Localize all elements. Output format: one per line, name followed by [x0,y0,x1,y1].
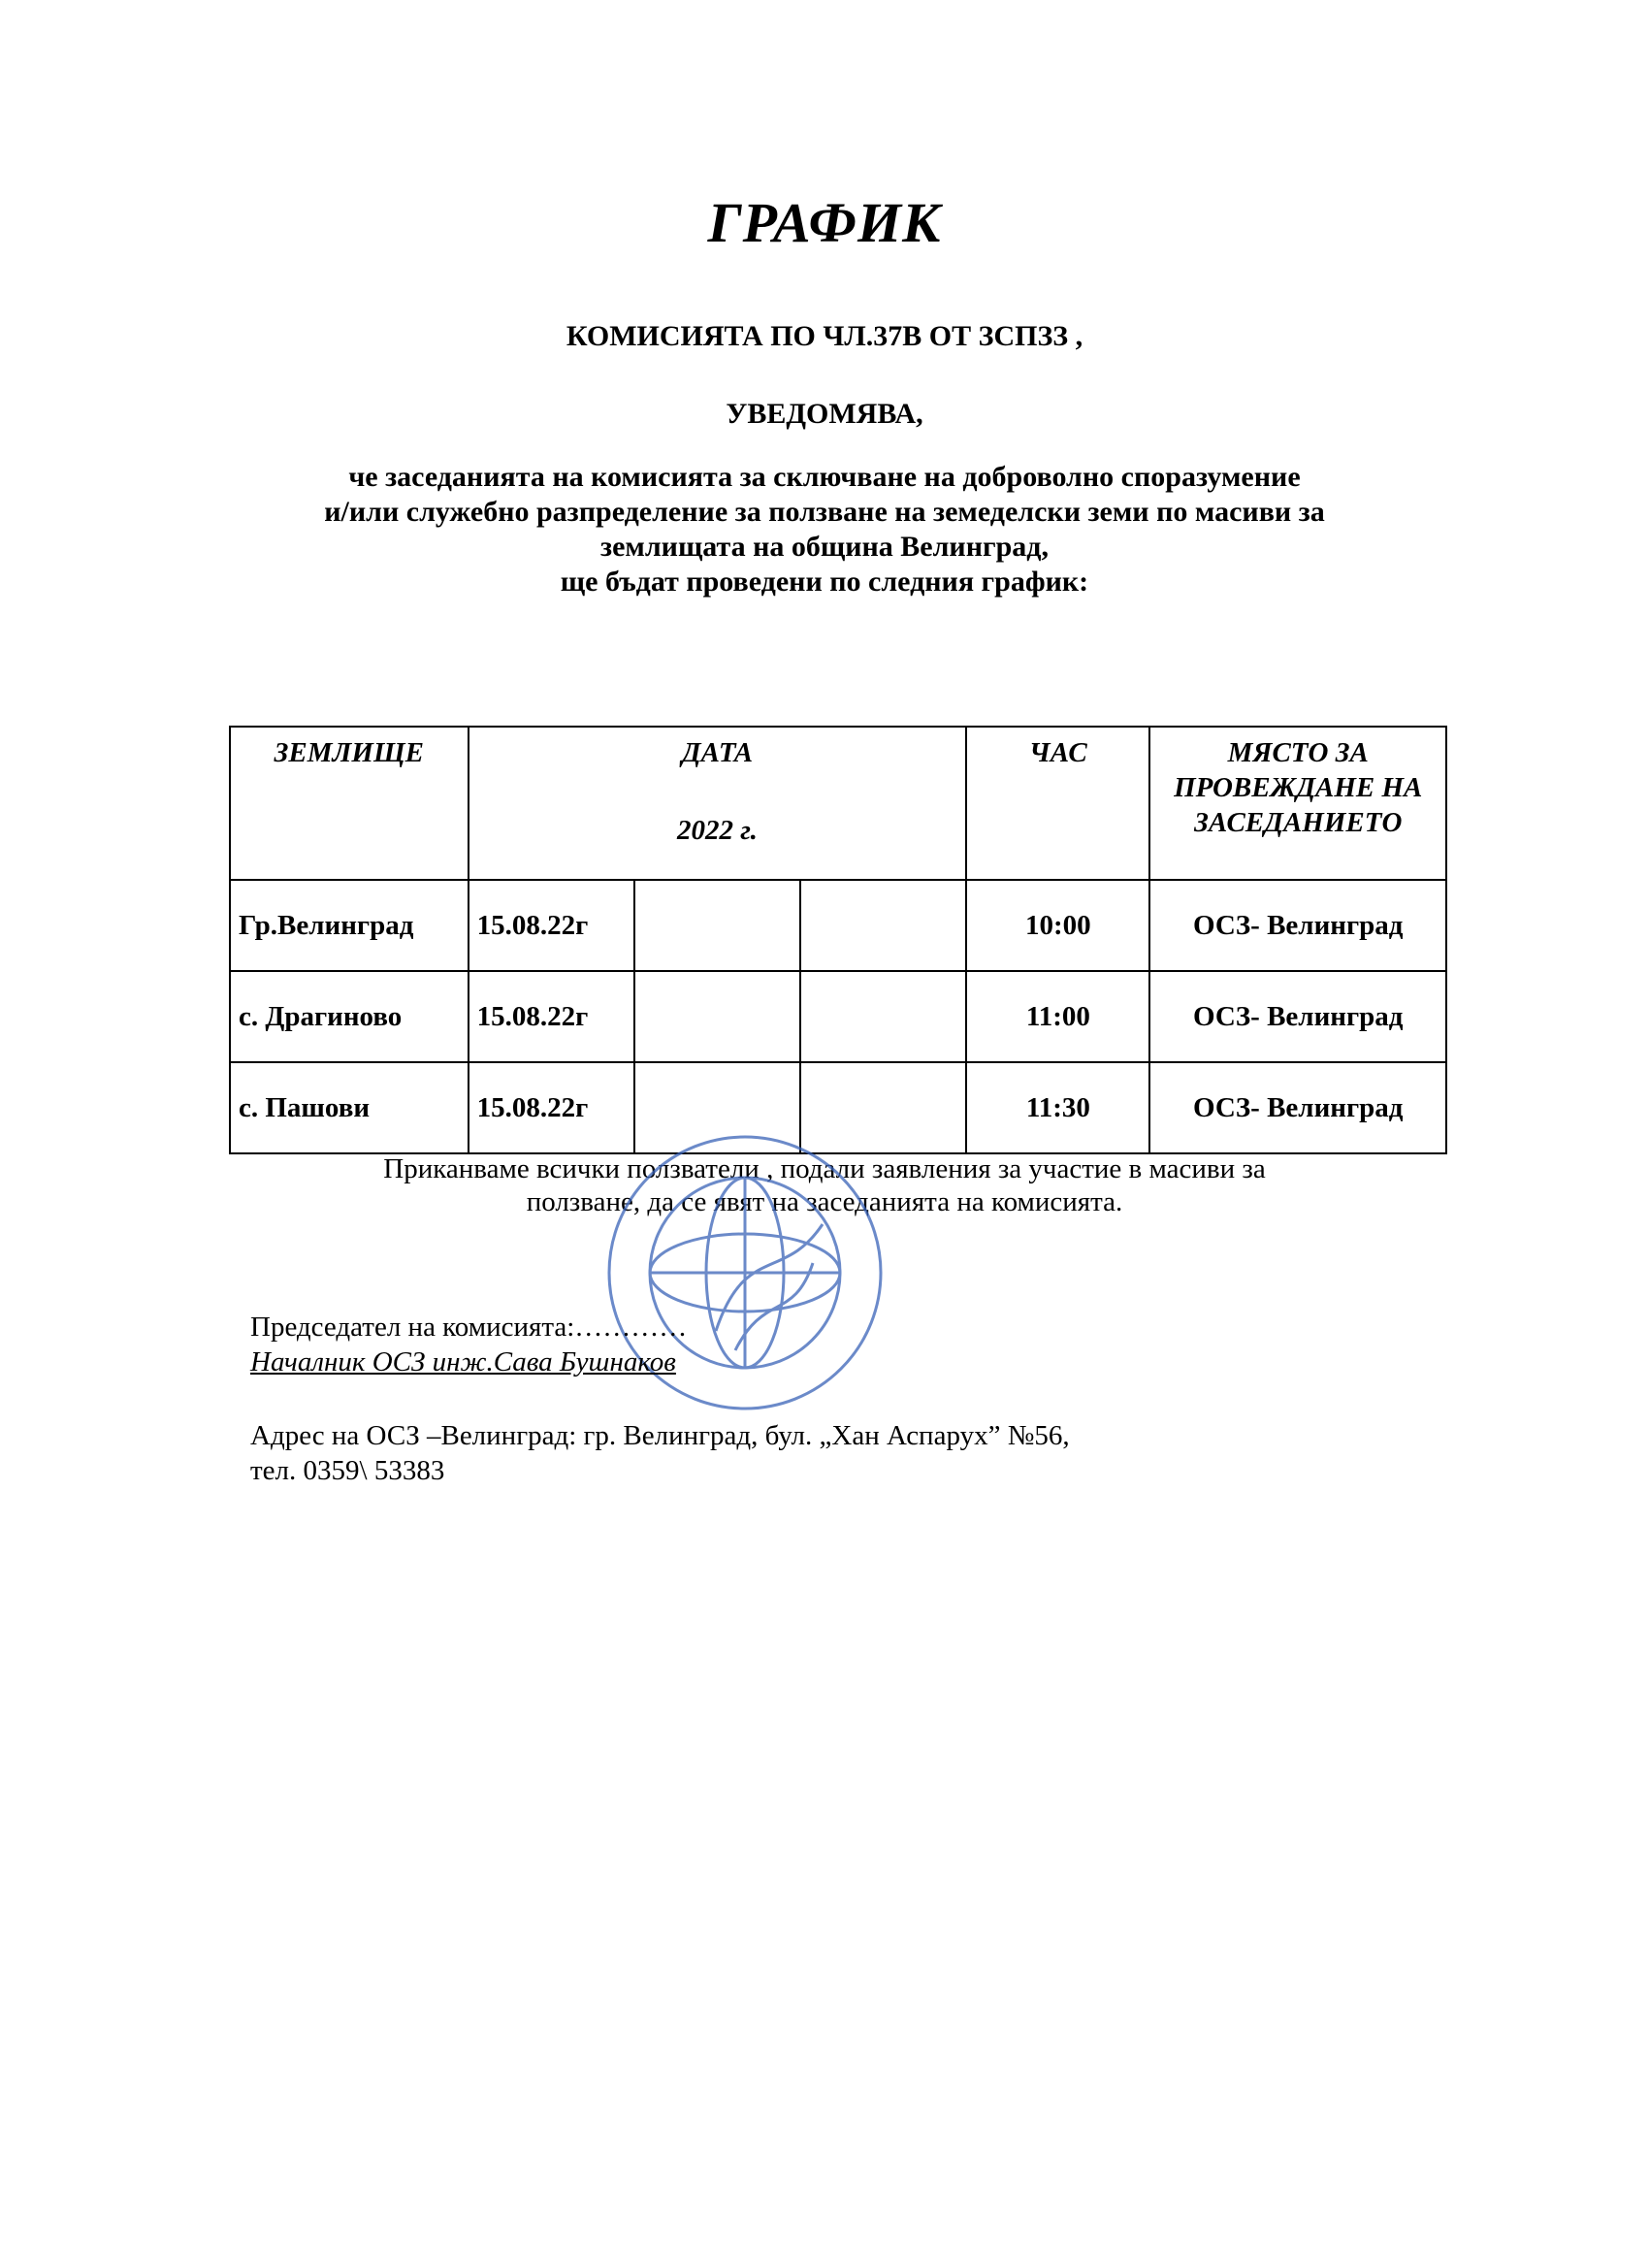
header-place: МЯСТО ЗА ПРОВЕЖДАНЕ НА ЗАСЕДАНИЕТО [1149,727,1446,880]
cell-empty [800,880,966,971]
cell-empty [634,880,800,971]
cell-date: 15.08.22г [469,971,635,1062]
intro-line: и/или служебно разпределение за ползване на земеделски земи по масиви за [324,496,1325,528]
header-date-year: 2022 г. [677,815,758,846]
intro-line: землищата на община Велинград, [600,531,1049,563]
header-date [469,727,967,880]
address-line: Адрес на ОСЗ –Велинград: гр. Велинград, бул. „Хан Аспарух” №56, [250,1420,1070,1451]
cell-area: с. Пашови [230,1062,469,1153]
header-date-label: ДАТА [681,737,754,768]
header-time: ЧАС [966,727,1149,880]
notice-heading: УВЕДОМЯВА, [726,398,923,430]
table-row [230,971,1446,1062]
intro-line: че заседанията на комисията за сключване на доброволно споразумение [348,461,1301,493]
table-row [230,880,1446,971]
invite-line: Приканваме всички ползватели , подали заявления за участие в масиви за [383,1153,1266,1184]
cell-date: 15.08.22г [469,880,635,971]
cell-area: с. Драгиново [230,971,469,1062]
cell-date: 15.08.22г [469,1062,635,1153]
cell-empty [634,971,800,1062]
cell-place: ОСЗ- Велинград [1149,880,1446,971]
cell-area: Гр.Велинград [230,880,469,971]
document-title: ГРАФИК [707,191,942,254]
chairman-name: Началник ОСЗ инж.Сава Бушнаков [250,1346,676,1377]
header-area: ЗЕМЛИЩЕ [230,727,469,880]
cell-time: 11:00 [966,971,1149,1062]
cell-place: ОСЗ- Велинград [1149,1062,1446,1153]
cell-empty [800,971,966,1062]
cell-time: 10:00 [966,880,1149,971]
intro-line: ще бъдат проведени по следния график: [560,566,1089,598]
intro-paragraph [194,460,1455,599]
chairman-line: Председател на комисията:………… [250,1312,688,1343]
committee-heading: КОМИСИЯТА ПО ЧЛ.37В ОТ ЗСПЗЗ , [566,320,1083,352]
cell-place: ОСЗ- Велинград [1149,971,1446,1062]
schedule-table [229,726,1447,1154]
phone-line: тел. 0359\ 53383 [250,1455,445,1486]
cell-time: 11:30 [966,1062,1149,1153]
table-header-row [230,727,1446,880]
invite-line: ползване, да се явят на заседанията на комисията. [526,1186,1123,1217]
